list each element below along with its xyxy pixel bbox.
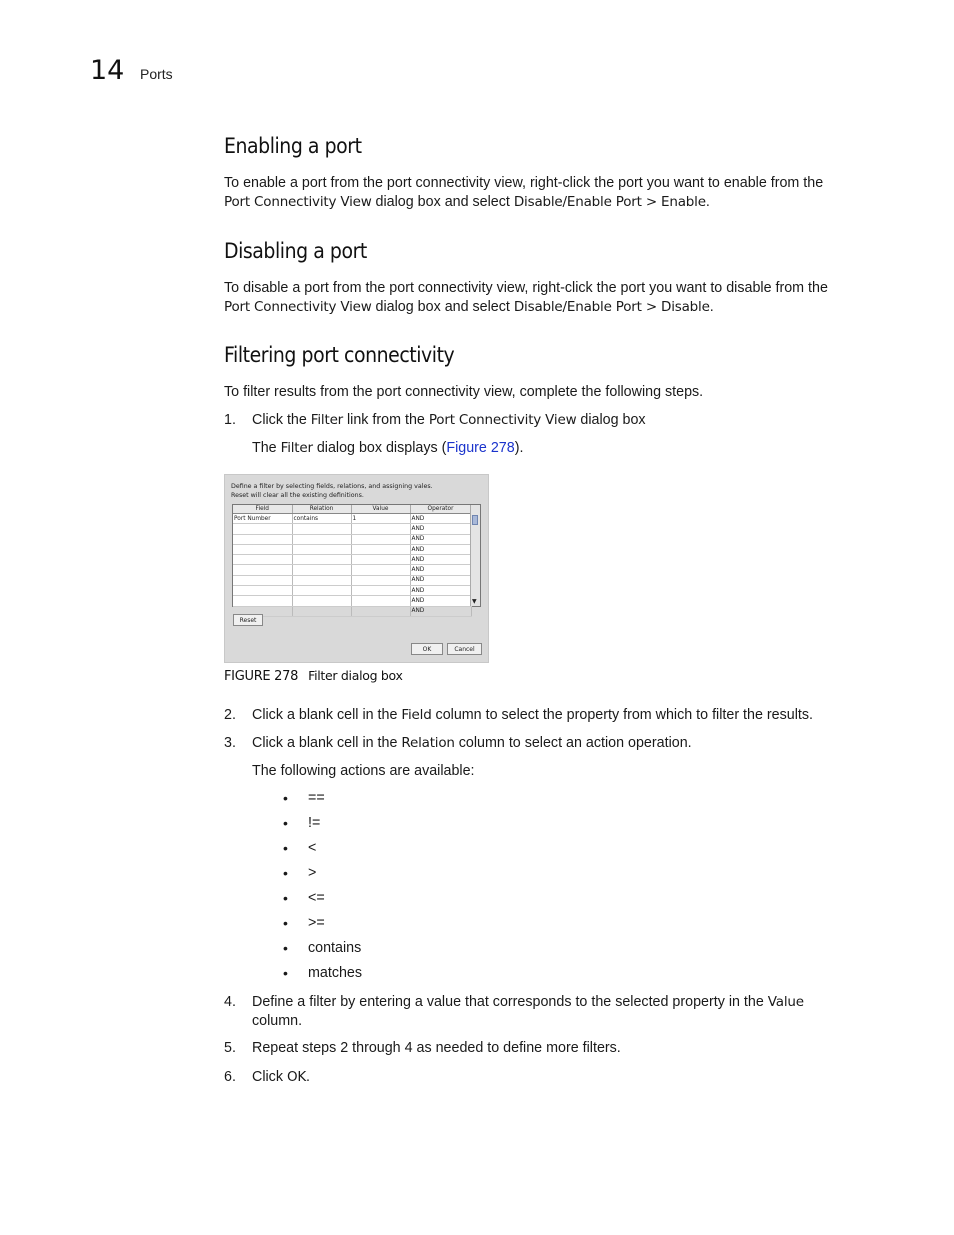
column-header-operator[interactable]: Operator bbox=[410, 505, 471, 514]
filter-table bbox=[232, 504, 481, 615]
bullet-icon: • bbox=[283, 790, 288, 806]
step-2-number: 2. bbox=[224, 707, 236, 723]
cell-relation[interactable] bbox=[292, 586, 351, 596]
cell-relation[interactable] bbox=[292, 524, 351, 534]
cell-operator[interactable]: AND bbox=[410, 565, 471, 575]
step-1-sub-pre: The bbox=[252, 440, 281, 456]
cell-operator[interactable]: AND bbox=[410, 514, 471, 524]
step-4-number: 4. bbox=[224, 994, 236, 1010]
step-4-post: column. bbox=[252, 1012, 303, 1029]
step-3-pre: Click a blank cell in the bbox=[252, 735, 402, 751]
cell-relation[interactable] bbox=[292, 544, 351, 554]
figure-278-link[interactable]: Figure 278 bbox=[446, 440, 515, 456]
action-not-equal: != bbox=[308, 815, 321, 831]
step-2-post: column to select the property from which to filter the results. bbox=[431, 707, 813, 723]
scroll-down-arrow-icon[interactable]: ▼ bbox=[472, 598, 477, 605]
cell-operator[interactable]: AND bbox=[410, 555, 471, 565]
enabling-text-3: . bbox=[705, 193, 710, 210]
step-1-ref-dialog: Port Connectivity View bbox=[428, 412, 577, 428]
bullet-icon: • bbox=[283, 965, 288, 981]
cell-value[interactable] bbox=[351, 544, 410, 554]
step-4-ref-value: Value bbox=[767, 994, 804, 1010]
cell-value[interactable] bbox=[351, 575, 410, 585]
step-1-number: 1. bbox=[224, 412, 236, 428]
step-6-number: 6. bbox=[224, 1069, 236, 1085]
step-6-pre: Click bbox=[252, 1069, 287, 1085]
cell-operator[interactable]: AND bbox=[410, 606, 471, 616]
cell-relation[interactable] bbox=[292, 565, 351, 575]
cell-field[interactable] bbox=[233, 565, 292, 575]
step-3-ref-relation: Relation bbox=[401, 735, 455, 751]
cell-field[interactable] bbox=[233, 524, 292, 534]
filter-dialog bbox=[224, 474, 489, 663]
table-row bbox=[233, 575, 471, 585]
cell-operator[interactable]: AND bbox=[410, 596, 471, 606]
step-5-text: Repeat steps 2 through 4 as needed to define more filters. bbox=[252, 1040, 621, 1056]
cell-relation[interactable] bbox=[292, 534, 351, 544]
bullet-icon: • bbox=[283, 940, 288, 956]
figure-label: FIGURE 278 bbox=[224, 669, 299, 684]
bullet-icon: • bbox=[283, 865, 288, 881]
cell-relation[interactable] bbox=[292, 555, 351, 565]
heading-disabling-port: Disabling a port bbox=[224, 239, 367, 263]
cell-relation[interactable] bbox=[292, 575, 351, 585]
disabling-text-3: . bbox=[709, 298, 714, 315]
column-header-value[interactable]: Value bbox=[351, 505, 410, 514]
step-1-sub bbox=[252, 439, 862, 458]
cell-value[interactable] bbox=[351, 606, 410, 616]
step-1-sub-post: ). bbox=[514, 440, 524, 456]
bullet-icon: • bbox=[283, 840, 288, 856]
cell-operator[interactable]: AND bbox=[410, 524, 471, 534]
step-3-number: 3. bbox=[224, 735, 236, 751]
step-3-post: column to select an action operation. bbox=[454, 735, 692, 751]
enabling-text-2: dialog box and select bbox=[371, 193, 514, 210]
cell-value[interactable] bbox=[351, 586, 410, 596]
step-6-post: . bbox=[306, 1069, 311, 1085]
action-equal: == bbox=[308, 790, 325, 806]
cell-value[interactable] bbox=[351, 596, 410, 606]
table-row bbox=[233, 606, 471, 616]
action-contains: contains bbox=[308, 940, 362, 956]
bullet-icon: • bbox=[283, 815, 288, 831]
cell-value[interactable] bbox=[351, 555, 410, 565]
dialog-message-line-1: Define a filter by selecting fields, relations, and assigning vales. bbox=[231, 483, 433, 490]
filtering-intro: To filter results from the port connectivity view, complete the following steps. bbox=[224, 384, 704, 400]
cell-value[interactable]: 1 bbox=[351, 514, 410, 524]
enabling-paragraph bbox=[224, 174, 864, 211]
cell-operator[interactable]: AND bbox=[410, 586, 471, 596]
enabling-ref-dialog: Port Connectivity View bbox=[224, 193, 372, 210]
disabling-text-2: dialog box and select bbox=[371, 298, 514, 315]
column-header-field[interactable]: Field bbox=[233, 505, 292, 514]
step-2-text bbox=[252, 706, 862, 725]
cell-operator[interactable]: AND bbox=[410, 534, 471, 544]
table-row bbox=[233, 524, 471, 534]
enabling-text-1: To enable a port from the port connectivity view, right-click the port you want to enable from the bbox=[224, 175, 824, 191]
step-1-post: dialog box bbox=[576, 412, 646, 428]
step-6-text bbox=[252, 1068, 862, 1087]
cell-field[interactable] bbox=[233, 586, 292, 596]
cell-value[interactable] bbox=[351, 534, 410, 544]
action-less-than: < bbox=[308, 840, 317, 856]
step-3-text bbox=[252, 734, 862, 753]
cell-field[interactable] bbox=[233, 544, 292, 554]
reset-button[interactable]: Reset bbox=[233, 614, 263, 626]
cancel-button[interactable]: Cancel bbox=[447, 643, 482, 655]
cell-operator[interactable]: AND bbox=[410, 544, 471, 554]
dialog-message bbox=[231, 483, 433, 500]
cell-field[interactable] bbox=[233, 555, 292, 565]
chapter-number: 14 bbox=[90, 55, 125, 86]
step-5-number: 5. bbox=[224, 1040, 236, 1056]
cell-operator[interactable]: AND bbox=[410, 575, 471, 585]
table-row bbox=[233, 565, 471, 575]
cell-relation[interactable] bbox=[292, 606, 351, 616]
table-row bbox=[233, 586, 471, 596]
step-6-ref-ok: OK bbox=[286, 1069, 307, 1085]
action-greater-equal: >= bbox=[308, 915, 325, 931]
scrollbar-thumb[interactable] bbox=[472, 515, 478, 525]
disabling-ref-menu: Disable/Enable Port > Disable bbox=[513, 298, 710, 315]
figure-title: Filter dialog box bbox=[308, 668, 403, 683]
step-1-sub-ref-filter: Filter bbox=[280, 440, 313, 456]
action-greater-than: > bbox=[308, 865, 317, 881]
step-2-ref-field: Field bbox=[401, 707, 432, 723]
bullet-icon: • bbox=[283, 915, 288, 931]
table-row bbox=[233, 534, 471, 544]
step-1-pre: Click the bbox=[252, 412, 311, 428]
cell-value[interactable] bbox=[351, 524, 410, 534]
bullet-icon: • bbox=[283, 890, 288, 906]
cell-relation[interactable]: contains bbox=[292, 514, 351, 524]
table-header-row bbox=[233, 505, 471, 514]
step-4-pre: Define a filter by entering a value that corresponds to the selected property in the bbox=[252, 994, 768, 1010]
step-3-sub: The following actions are available: bbox=[252, 763, 475, 779]
table-row bbox=[233, 555, 471, 565]
cell-field[interactable] bbox=[233, 575, 292, 585]
step-1-mid: link from the bbox=[343, 412, 429, 428]
action-less-equal: <= bbox=[308, 890, 325, 906]
disabling-paragraph bbox=[224, 279, 864, 316]
chapter-title: Ports bbox=[140, 66, 173, 82]
step-1-ref-filter: Filter bbox=[310, 412, 344, 428]
ok-button[interactable]: OK bbox=[411, 643, 443, 655]
enabling-ref-menu: Disable/Enable Port > Enable bbox=[513, 193, 706, 210]
column-header-relation[interactable]: Relation bbox=[292, 505, 351, 514]
figure-caption bbox=[224, 668, 403, 684]
disabling-text-1: To disable a port from the port connectivity view, right-click the port you want to disable from the bbox=[224, 280, 828, 296]
step-4-text bbox=[252, 993, 842, 1030]
cell-field[interactable] bbox=[233, 534, 292, 544]
step-1-text bbox=[252, 411, 862, 430]
cell-field[interactable]: Port Number bbox=[233, 514, 292, 524]
step-1-sub-mid: dialog box displays ( bbox=[312, 440, 447, 456]
cell-field[interactable] bbox=[233, 596, 292, 606]
cell-value[interactable] bbox=[351, 565, 410, 575]
cell-relation[interactable] bbox=[292, 596, 351, 606]
heading-filtering-port-connectivity: Filtering port connectivity bbox=[224, 343, 455, 367]
action-matches: matches bbox=[308, 965, 363, 981]
step-2-pre: Click a blank cell in the bbox=[252, 707, 402, 723]
dialog-message-line-2: Reset will clear all the existing definitions. bbox=[231, 491, 364, 499]
heading-enabling-port: Enabling a port bbox=[224, 134, 362, 158]
table-row bbox=[233, 596, 471, 606]
table-scrollbar[interactable] bbox=[470, 505, 480, 606]
disabling-ref-dialog: Port Connectivity View bbox=[224, 298, 372, 315]
table-row bbox=[233, 514, 471, 524]
table-row bbox=[233, 544, 471, 554]
